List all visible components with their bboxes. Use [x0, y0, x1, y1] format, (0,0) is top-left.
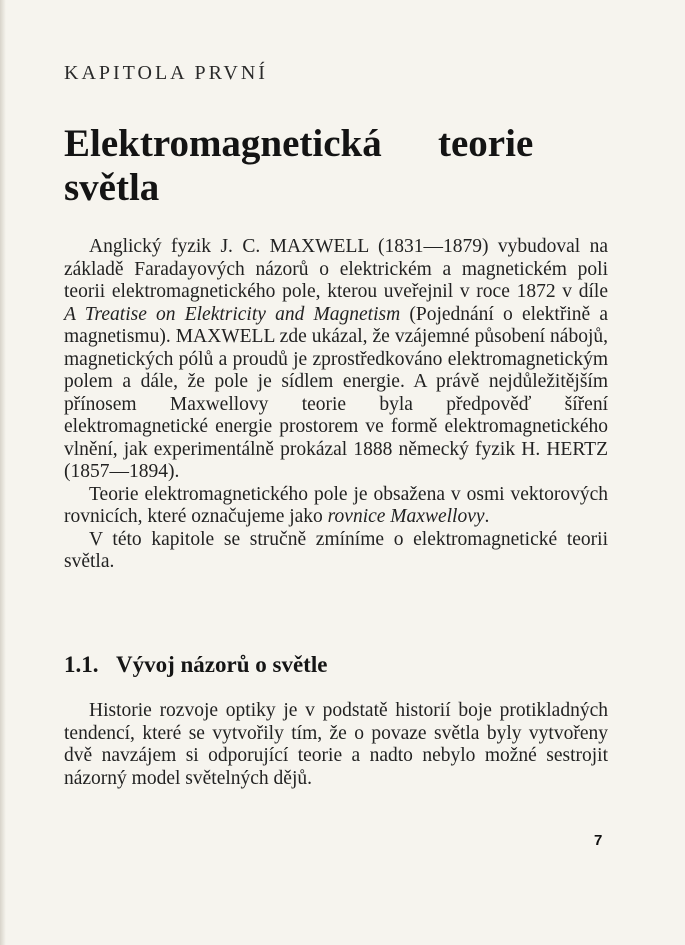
page-edge-shadow: [0, 0, 6, 945]
term-italic: rovnice Maxwellovy: [327, 506, 485, 527]
paragraph-2-text-a: Teorie elektromagnetického pole je obsažena v osmi vektorových rovnicích, které označujeme jako: [64, 483, 608, 527]
book-title-italic: A Treatise on Elektricity and Magnetism: [64, 303, 401, 325]
section-title: Vývoj názorů o světle: [116, 652, 328, 677]
section-body: [64, 700, 608, 790]
chapter-intro: [64, 236, 608, 574]
section-heading: [64, 652, 608, 678]
paragraph-2-text-b: .: [484, 506, 490, 527]
paragraph-1: [64, 236, 608, 484]
page-number: 7: [594, 832, 603, 849]
paragraph-1-text-a: Anglický fyzik J. C. MAXWELL (1831—1879) vybudoval na základě Faradayových názorů o elektrickém a magnetickém poli teorii elektromagnetického pole, kterou uveřejnil v roce 1872 v díle: [64, 236, 608, 302]
paragraph-1-text-b: (Pojednání o elektřině a magnetismu). MAXWELL zde ukázal, že vzájemné působení nábojů, magnetických pólů a proudů je zprostředkováno elektromagnetickým polem a dále, že pole je sídlem energie. A právě nejdůležitějším přínosem Maxwellovy teorie byla předpověď šíření elektromagnetické energie prostorem ve formě elektromagnetického vlnění, jak experimentálně prokázal 1888 německý fyzik H. HERTZ (1857—1894).: [64, 303, 608, 482]
chapter-title-line-1: [64, 122, 584, 166]
chapter-title-line-2: světla: [64, 166, 160, 209]
section-number: 1.1.: [64, 652, 99, 677]
chapter-label: KAPITOLA PRVNÍ: [64, 62, 268, 84]
chapter-title-word-2: teorie: [438, 122, 534, 165]
paragraph-2: [64, 484, 608, 529]
chapter-title-word-1: Elektromagnetická: [64, 122, 382, 165]
paragraph-3: V této kapitole se stručně zmíníme o elektromagnetické teorii světla.: [64, 528, 608, 572]
section-paragraph-1: Historie rozvoje optiky je v podstatě historií boje protikladných tendencí, které se vytvořily tím, že o povaze světla byly vytvořeny dvě navzájem si odporující teorie a nadto nebylo možné sestrojit názorný model světelných dějů.: [64, 700, 608, 789]
chapter-title: [64, 122, 584, 210]
